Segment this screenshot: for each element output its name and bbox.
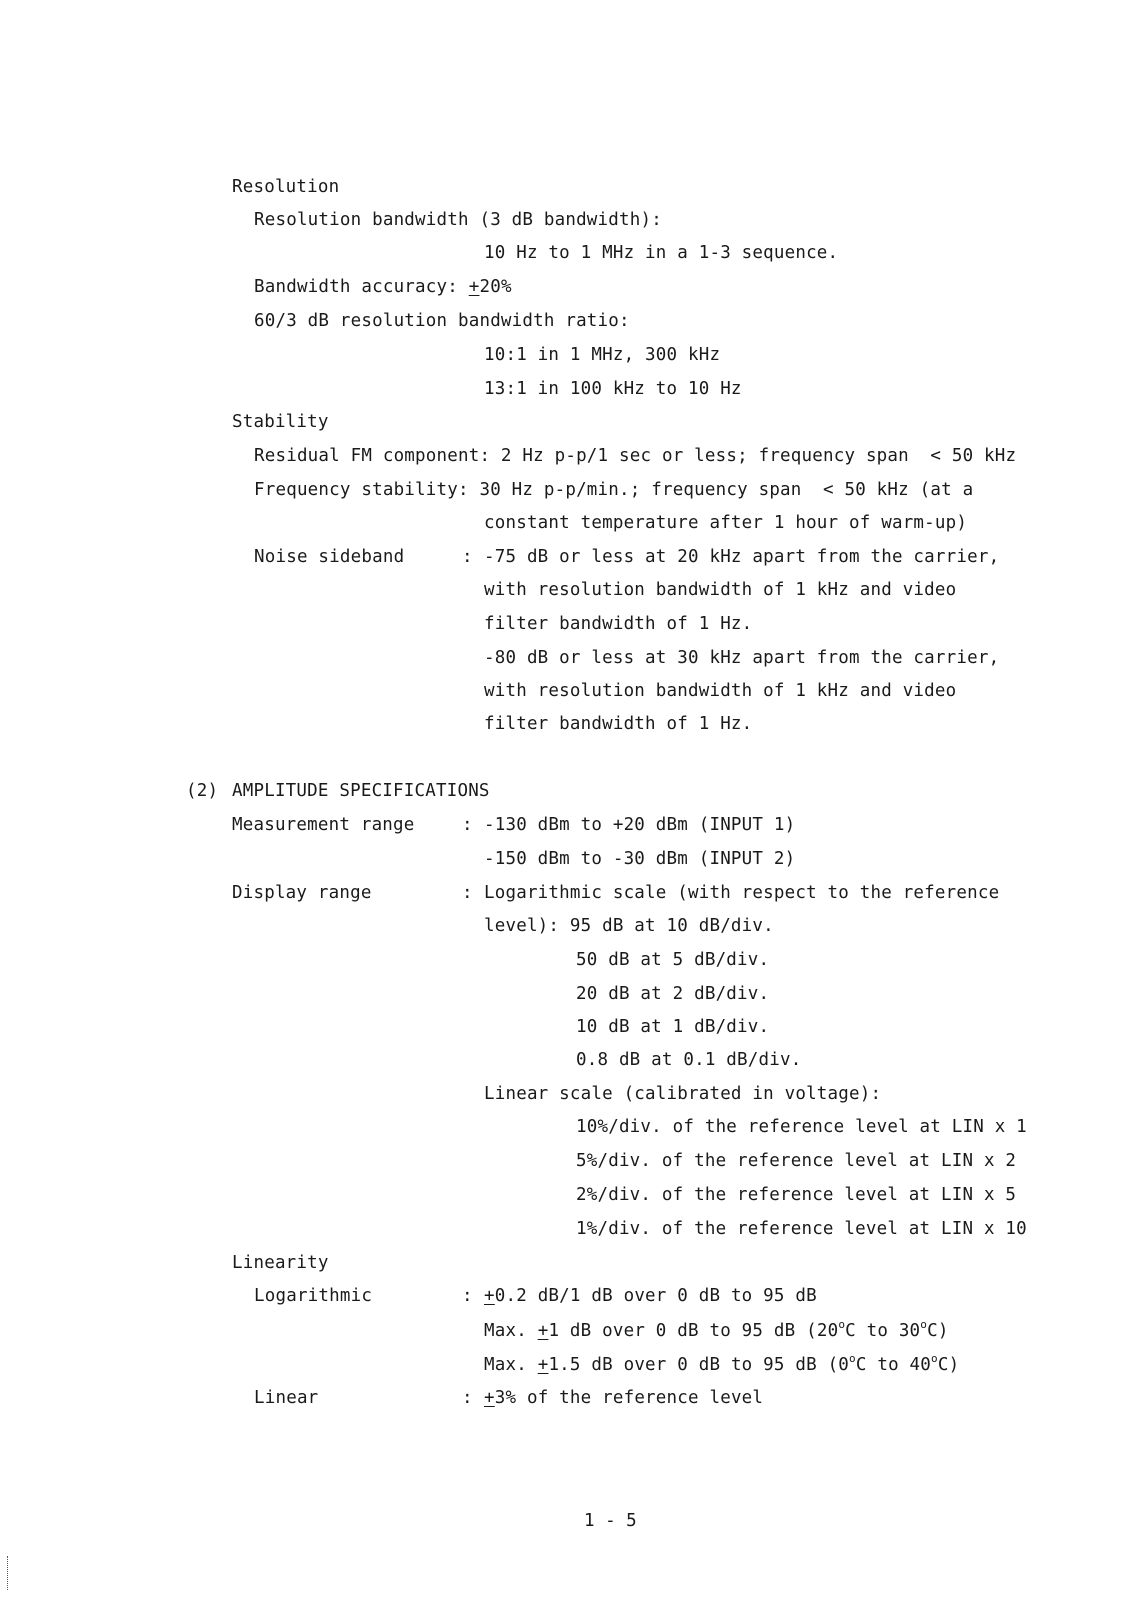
logarithmic-line-2 bbox=[484, 1320, 949, 1342]
display-log-line-2: level): 95 dB at 10 dB/div. bbox=[484, 916, 774, 936]
noise-line-5: with resolution bandwidth of 1 kHz and video bbox=[484, 681, 957, 701]
noise-line-6: filter bandwidth of 1 Hz. bbox=[484, 714, 753, 734]
noise-line-4: -80 dB or less at 30 kHz apart from the carrier, bbox=[484, 648, 1000, 668]
display-log-line-1: Logarithmic scale (with respect to the reference bbox=[484, 883, 1000, 903]
display-colon: : bbox=[462, 883, 473, 903]
rbw-label: Resolution bandwidth (3 dB bandwidth): bbox=[254, 210, 662, 230]
noise-line-3: filter bandwidth of 1 Hz. bbox=[484, 614, 753, 634]
display-log-item: 10 dB at 1 dB/div. bbox=[576, 1017, 770, 1037]
degree-mark: o bbox=[849, 1352, 856, 1365]
display-linear-item: 1%/div. of the reference level at LIN x 10 bbox=[576, 1219, 1027, 1239]
max-prefix: Max. bbox=[484, 1355, 538, 1375]
logarithmic-line-1-text: 0.2 dB/1 dB over 0 dB to 95 dB bbox=[494, 1286, 817, 1306]
logarithmic-line-2-c: C) bbox=[927, 1321, 949, 1341]
plus-minus-sign: + bbox=[537, 1355, 549, 1375]
linear-colon: : bbox=[462, 1388, 473, 1408]
max-prefix: Max. bbox=[484, 1321, 538, 1341]
ratio-line-2: 13:1 in 100 kHz to 10 Hz bbox=[484, 379, 742, 399]
linearity-heading: Linearity bbox=[232, 1253, 329, 1273]
amplitude-heading: AMPLITUDE SPECIFICATIONS bbox=[232, 781, 490, 801]
logarithmic-colon: : bbox=[462, 1286, 473, 1306]
section-number: (2) bbox=[186, 781, 219, 801]
noise-line-1: -75 dB or less at 20 kHz apart from the carrier, bbox=[484, 547, 1000, 567]
logarithmic-line-3 bbox=[484, 1354, 959, 1376]
logarithmic-line-1 bbox=[484, 1285, 817, 1307]
degree-mark: o bbox=[920, 1318, 928, 1331]
ratio-label: 60/3 dB resolution bandwidth ratio: bbox=[254, 311, 630, 331]
noise-line-2: with resolution bandwidth of 1 kHz and video bbox=[484, 580, 957, 600]
display-range-label: Display range bbox=[232, 883, 372, 903]
degree-mark: o bbox=[931, 1352, 938, 1365]
degree-mark: o bbox=[838, 1318, 846, 1331]
bandwidth-accuracy bbox=[254, 276, 512, 298]
logarithmic-line-3-a: 1.5 dB over 0 dB to 95 dB (0 bbox=[548, 1355, 850, 1375]
display-log-item: 0.8 dB at 0.1 dB/div. bbox=[576, 1050, 802, 1070]
display-linear-line: Linear scale (calibrated in voltage): bbox=[484, 1084, 882, 1104]
bw-acc-value: 20% bbox=[479, 277, 512, 297]
linear-value bbox=[484, 1387, 763, 1409]
display-linear-item: 5%/div. of the reference level at LIN x 2 bbox=[576, 1151, 1017, 1171]
noise-colon: : bbox=[462, 547, 473, 567]
resolution-heading: Resolution bbox=[232, 177, 340, 197]
logarithmic-label: Logarithmic bbox=[254, 1286, 373, 1306]
page-number: 1 - 5 bbox=[584, 1511, 637, 1531]
rbw-value: 10 Hz to 1 MHz in a 1-3 sequence. bbox=[484, 243, 839, 263]
scan-mark bbox=[7, 1556, 9, 1590]
frequency-stability-line-2: constant temperature after 1 hour of warm-up) bbox=[484, 513, 968, 533]
linear-value-text: 3% of the reference level bbox=[494, 1388, 764, 1408]
measurement-line-1: -130 dBm to +20 dBm (INPUT 1) bbox=[484, 815, 796, 835]
plus-minus-sign: + bbox=[484, 1388, 495, 1408]
display-linear-item: 10%/div. of the reference level at LIN x 1 bbox=[576, 1117, 1027, 1137]
frequency-stability-line-1: Frequency stability: 30 Hz p-p/min.; frequency span < 50 kHz (at a bbox=[254, 480, 974, 500]
logarithmic-line-3-c: C) bbox=[937, 1355, 960, 1375]
plus-minus-sign: + bbox=[537, 1321, 549, 1341]
display-log-item: 50 dB at 5 dB/div. bbox=[576, 950, 770, 970]
plus-minus-sign: + bbox=[484, 1286, 495, 1306]
measurement-colon: : bbox=[462, 815, 473, 835]
display-linear-item: 2%/div. of the reference level at LIN x 5 bbox=[576, 1185, 1017, 1205]
measurement-line-2: -150 dBm to -30 dBm (INPUT 2) bbox=[484, 849, 796, 869]
residual-fm: Residual FM component: 2 Hz p-p/1 sec or less; frequency span < 50 kHz bbox=[254, 446, 1017, 466]
stability-heading: Stability bbox=[232, 412, 329, 432]
plus-minus-sign: + bbox=[468, 277, 480, 297]
linear-label: Linear bbox=[254, 1388, 319, 1408]
noise-sideband-label: Noise sideband bbox=[254, 547, 405, 567]
bw-acc-label: Bandwidth accuracy: bbox=[254, 277, 469, 297]
display-log-item: 20 dB at 2 dB/div. bbox=[576, 984, 770, 1004]
measurement-range-label: Measurement range bbox=[232, 815, 415, 835]
logarithmic-line-2-a: 1 dB over 0 dB to 95 dB (20 bbox=[548, 1321, 839, 1341]
ratio-line-1: 10:1 in 1 MHz, 300 kHz bbox=[484, 345, 721, 365]
logarithmic-line-3-b: C to 40 bbox=[855, 1355, 932, 1375]
logarithmic-line-2-b: C to 30 bbox=[845, 1321, 921, 1341]
